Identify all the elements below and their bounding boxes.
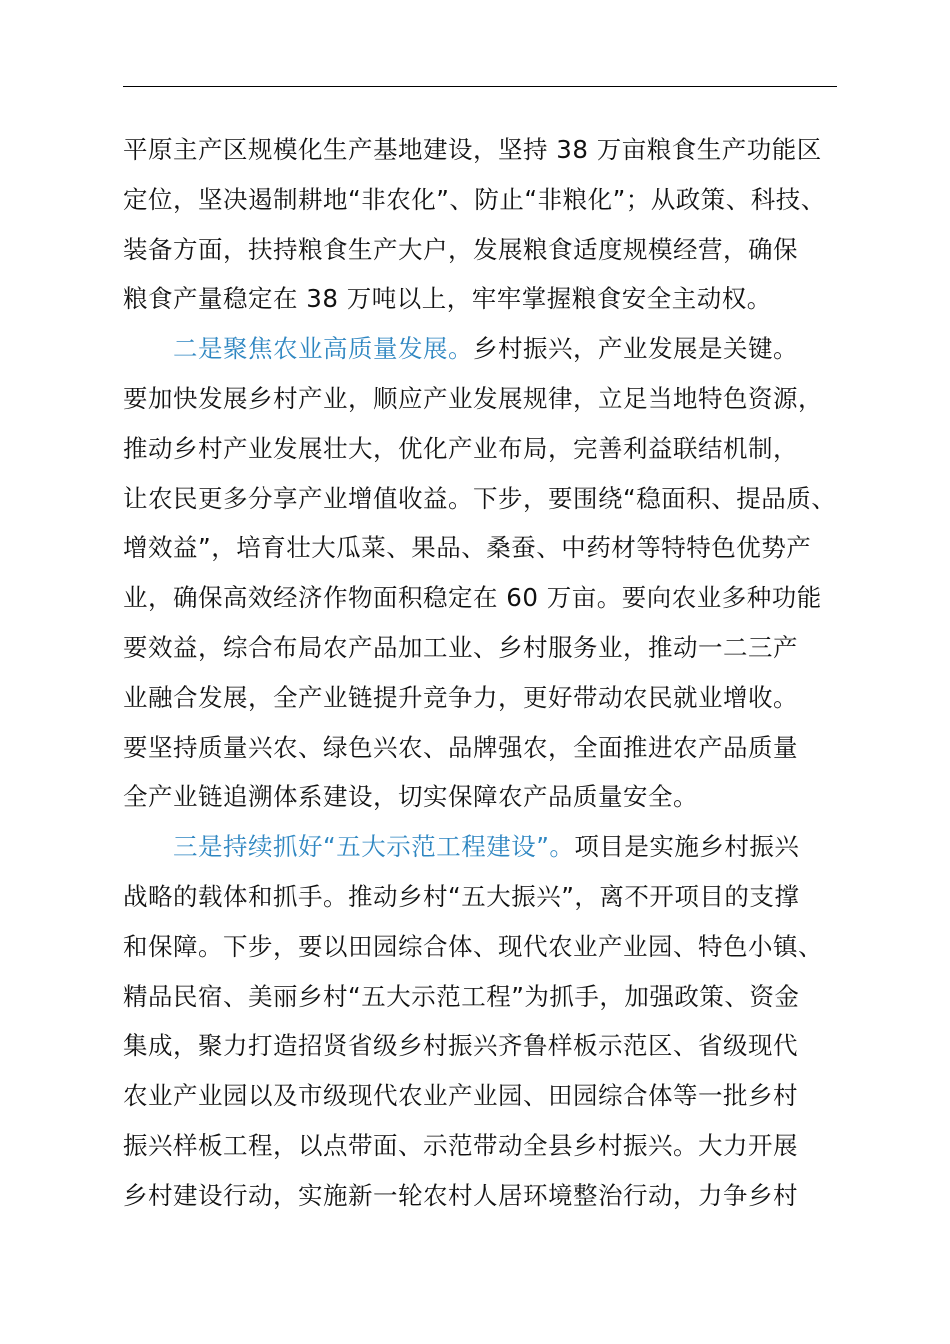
text-line: 装备方面，扶持粮食生产大户，发展粮食适度规模经营，确保 bbox=[123, 234, 798, 264]
text-line: 推动乡村产业发展壮大，优化产业布局，完善利益联结机制， bbox=[123, 433, 798, 463]
text-line: 集成，聚力打造招贤省级乡村振兴齐鲁样板示范区、省级现代 bbox=[123, 1031, 798, 1061]
header-rule bbox=[123, 86, 837, 87]
paragraph-first-line bbox=[123, 822, 863, 872]
paragraph-grain-production bbox=[123, 125, 863, 324]
text-line: 要加快发展乡村产业，顺应产业发展规律，立足当地特色资源， bbox=[123, 383, 823, 413]
text-line: 农业产业园以及市级现代农业产业园、田园综合体等一批乡村 bbox=[123, 1081, 798, 1111]
text-line: 战略的载体和抓手。推动乡村“五大振兴”，离不开项目的支撑 bbox=[123, 881, 800, 911]
paragraph-first-line bbox=[123, 324, 863, 374]
paragraph-agriculture-quality bbox=[123, 324, 863, 822]
text-line: 增效益”，培育壮大瓜菜、果品、桑蚕、中药材等特特色优势产 bbox=[123, 533, 812, 563]
text-line: 让农民更多分享产业增值收益。下步，要围绕“稳面积、提品质、 bbox=[123, 483, 837, 513]
section-heading: 三是持续抓好“五大示范工程建设”。 bbox=[173, 832, 575, 862]
text-line: 要效益，综合布局农产品加工业、乡村服务业，推动一二三产 bbox=[123, 632, 798, 662]
text-line: 要坚持质量兴农、绿色兴农、品牌强农，全面推进农产品质量 bbox=[123, 732, 798, 762]
text-line: 平原主产区规模化生产基地建设，坚持 38 万亩粮食生产功能区 bbox=[123, 135, 822, 164]
text-line: 乡村建设行动，实施新一轮农村人居环境整治行动，力争乡村 bbox=[123, 1180, 798, 1210]
text-line: 振兴样板工程，以点带面、示范带动全县乡村振兴。大力开展 bbox=[123, 1130, 798, 1160]
section-heading: 二是聚焦农业高质量发展。 bbox=[173, 334, 473, 364]
text-line: 和保障。下步，要以田园综合体、现代农业产业园、特色小镇、 bbox=[123, 931, 823, 961]
text-line: 全产业链追溯体系建设，切实保障农产品质量安全。 bbox=[123, 782, 698, 812]
paragraph-demonstration-projects bbox=[123, 822, 863, 1220]
text-segment: 项目是实施乡村振兴 bbox=[574, 832, 800, 862]
text-line: 粮食产量稳定在 38 万吨以上，牢牢掌握粮食安全主动权。 bbox=[123, 284, 772, 314]
text-line: 定位，坚决遏制耕地“非农化”、防止“非粮化”；从政策、科技、 bbox=[123, 184, 826, 214]
text-segment: 乡村振兴，产业发展是关键。 bbox=[473, 334, 798, 364]
text-line: 业，确保高效经济作物面积稳定在 60 万亩。要向农业多种功能 bbox=[123, 583, 822, 613]
document-body bbox=[123, 125, 863, 1221]
text-line: 业融合发展，全产业链提升竞争力，更好带动农民就业增收。 bbox=[123, 682, 798, 712]
text-line: 精品民宿、美丽乡村“五大示范工程”为抓手，加强政策、资金 bbox=[123, 981, 800, 1011]
